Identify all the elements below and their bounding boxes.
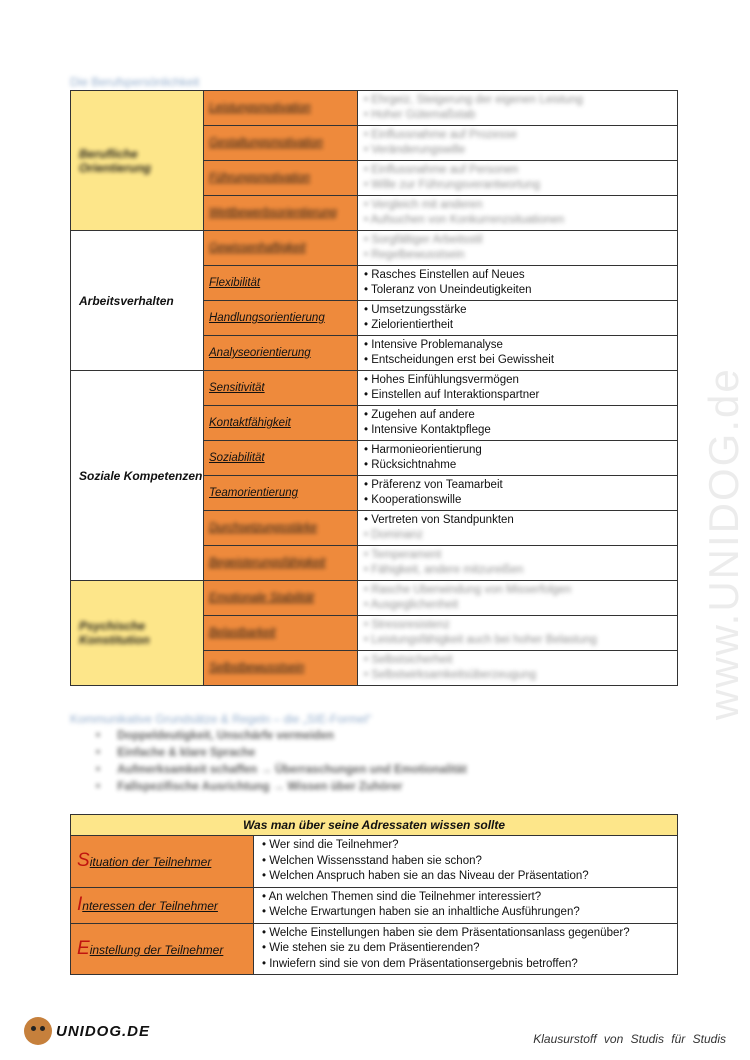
description-cell: • Umsetzungsstärke • Zielorientiertheit bbox=[358, 301, 678, 336]
description-cell: • Präferenz von Teamarbeit • Kooperationswille bbox=[358, 476, 678, 511]
list-item: • Doppeldeutigkeit, Unschärfe vermeiden bbox=[118, 730, 467, 747]
table-row bbox=[71, 91, 678, 126]
attribute-cell: Selbstbewusstsein bbox=[204, 651, 358, 686]
list-item: • Fallspezifische Ausrichtung → Wissen über Zuhörer bbox=[118, 781, 467, 798]
description-cell: • Temperament • Fähigkeit, andere mitzureißen bbox=[358, 546, 678, 581]
attribute-cell: Wettbewerbsorientierung bbox=[204, 196, 358, 231]
list-item: • Einfache & klare Sprache bbox=[118, 747, 467, 764]
section-title-berufspersoenlichkeit: Die Berufspersönlichkeit bbox=[70, 75, 200, 89]
unidog-logo bbox=[24, 1017, 150, 1045]
attribute-cell: Analyseorientierung bbox=[204, 336, 358, 371]
label-einstellung: Einstellung der Teilnehmer bbox=[71, 923, 254, 975]
attribute-cell: Leistungsmotivation bbox=[204, 91, 358, 126]
attribute-cell: Teamorientierung bbox=[204, 476, 358, 511]
watermark: www.UNIDOG.de bbox=[700, 367, 747, 720]
attribute-cell: Gewissenhaftigkeit bbox=[204, 231, 358, 266]
footer-tagline: Klausurstoff von Studis für Studis bbox=[533, 1032, 726, 1046]
adressaten-table bbox=[70, 814, 678, 975]
description-cell: • Selbstsicherheit • Selbstwirksamkeitsüberzeugung bbox=[358, 651, 678, 686]
description-cell: • Vergleich mit anderen • Aufsuchen von Konkurrenzsituationen bbox=[358, 196, 678, 231]
attribute-cell: Sensitivität bbox=[204, 371, 358, 406]
description-cell: • Rasche Überwindung von Misserfolgen • Ausgeglichenheit bbox=[358, 581, 678, 616]
label-interessen: Interessen der Teilnehmer bbox=[71, 887, 254, 923]
description-cell: • Sorgfältiger Arbeitsstil • Regelbewusstsein bbox=[358, 231, 678, 266]
description-cell: • Zugehen auf andere • Intensive Kontaktpflege bbox=[358, 406, 678, 441]
description-cell: • Harmonieorientierung • Rücksichtnahme bbox=[358, 441, 678, 476]
description-cell: • Einflussnahme auf Personen • Wille zur Führungsverantwortung bbox=[358, 161, 678, 196]
attribute-cell: Durchsetzungsstärke bbox=[204, 511, 358, 546]
table-row bbox=[71, 231, 678, 266]
description-cell: • Vertreten von Standpunkten • Dominanz bbox=[358, 511, 678, 546]
description-cell: • Ehrgeiz, Steigerung der eigenen Leistung • Hoher Gütemaßstab bbox=[358, 91, 678, 126]
description-cell: • Hohes Einfühlungsvermögen • Einstellen auf Interaktionspartner bbox=[358, 371, 678, 406]
description-cell: • Einflussnahme auf Prozesse • Veränderungswille bbox=[358, 126, 678, 161]
desc-interessen: • An welchen Themen sind die Teilnehmer interessiert? • Welche Erwartungen haben sie an inhaltliche Ausführungen? bbox=[254, 887, 678, 923]
attribute-cell: Handlungsorientierung bbox=[204, 301, 358, 336]
description-cell: • Stressresistenz • Leistungsfähigkeit auch bei hoher Belastung bbox=[358, 616, 678, 651]
dog-icon bbox=[24, 1017, 52, 1045]
attribute-cell: Belastbarkeit bbox=[204, 616, 358, 651]
section-title-sie-formel: Kommunikative Grundsätze & Regeln – die „SIE-Formel“ bbox=[70, 712, 372, 726]
description-cell: • Intensive Problemanalyse • Entscheidungen erst bei Gewissheit bbox=[358, 336, 678, 371]
attribute-cell: Begeisterungsfähigkeit bbox=[204, 546, 358, 581]
attribute-cell: Emotionale Stabilität bbox=[204, 581, 358, 616]
attribute-cell: Soziabilität bbox=[204, 441, 358, 476]
attribute-cell: Flexibilität bbox=[204, 266, 358, 301]
logo-text: UNIDOG.DE bbox=[56, 1022, 151, 1040]
category-cell: Berufliche Orientierung bbox=[71, 91, 204, 231]
attribute-cell: Gestaltungsmotivation bbox=[204, 126, 358, 161]
table-row bbox=[71, 581, 678, 616]
table-row bbox=[71, 371, 678, 406]
adressaten-header: Was man über seine Adressaten wissen sollte bbox=[71, 815, 678, 836]
desc-einstellung: • Welche Einstellungen haben sie dem Präsentationsanlass gegenüber? • Wie stehen sie zu dem Präsentierenden? • Inwiefern sind sie von dem Präsentationsergebnis betroffen? bbox=[254, 923, 678, 975]
description-cell: • Rasches Einstellen auf Neues • Toleranz von Uneindeutigkeiten bbox=[358, 266, 678, 301]
attribute-cell: Kontaktfähigkeit bbox=[204, 406, 358, 441]
list-item: • Aufmerksamkeit schaffen → Überraschungen und Emotionalität bbox=[118, 764, 467, 781]
attribute-cell: Führungsmotivation bbox=[204, 161, 358, 196]
category-cell: Psychische Konstitution bbox=[71, 581, 204, 686]
label-situation: Situation der Teilnehmer bbox=[71, 836, 254, 888]
rules-list bbox=[118, 730, 467, 798]
desc-situation: • Wer sind die Teilnehmer? • Welchen Wissensstand haben sie schon? • Welchen Anspruch haben sie an das Niveau der Präsentation? bbox=[254, 836, 678, 888]
category-cell: Soziale Kompetenzen bbox=[71, 371, 204, 581]
category-cell: Arbeitsverhalten bbox=[71, 231, 204, 371]
personality-table bbox=[70, 90, 678, 686]
